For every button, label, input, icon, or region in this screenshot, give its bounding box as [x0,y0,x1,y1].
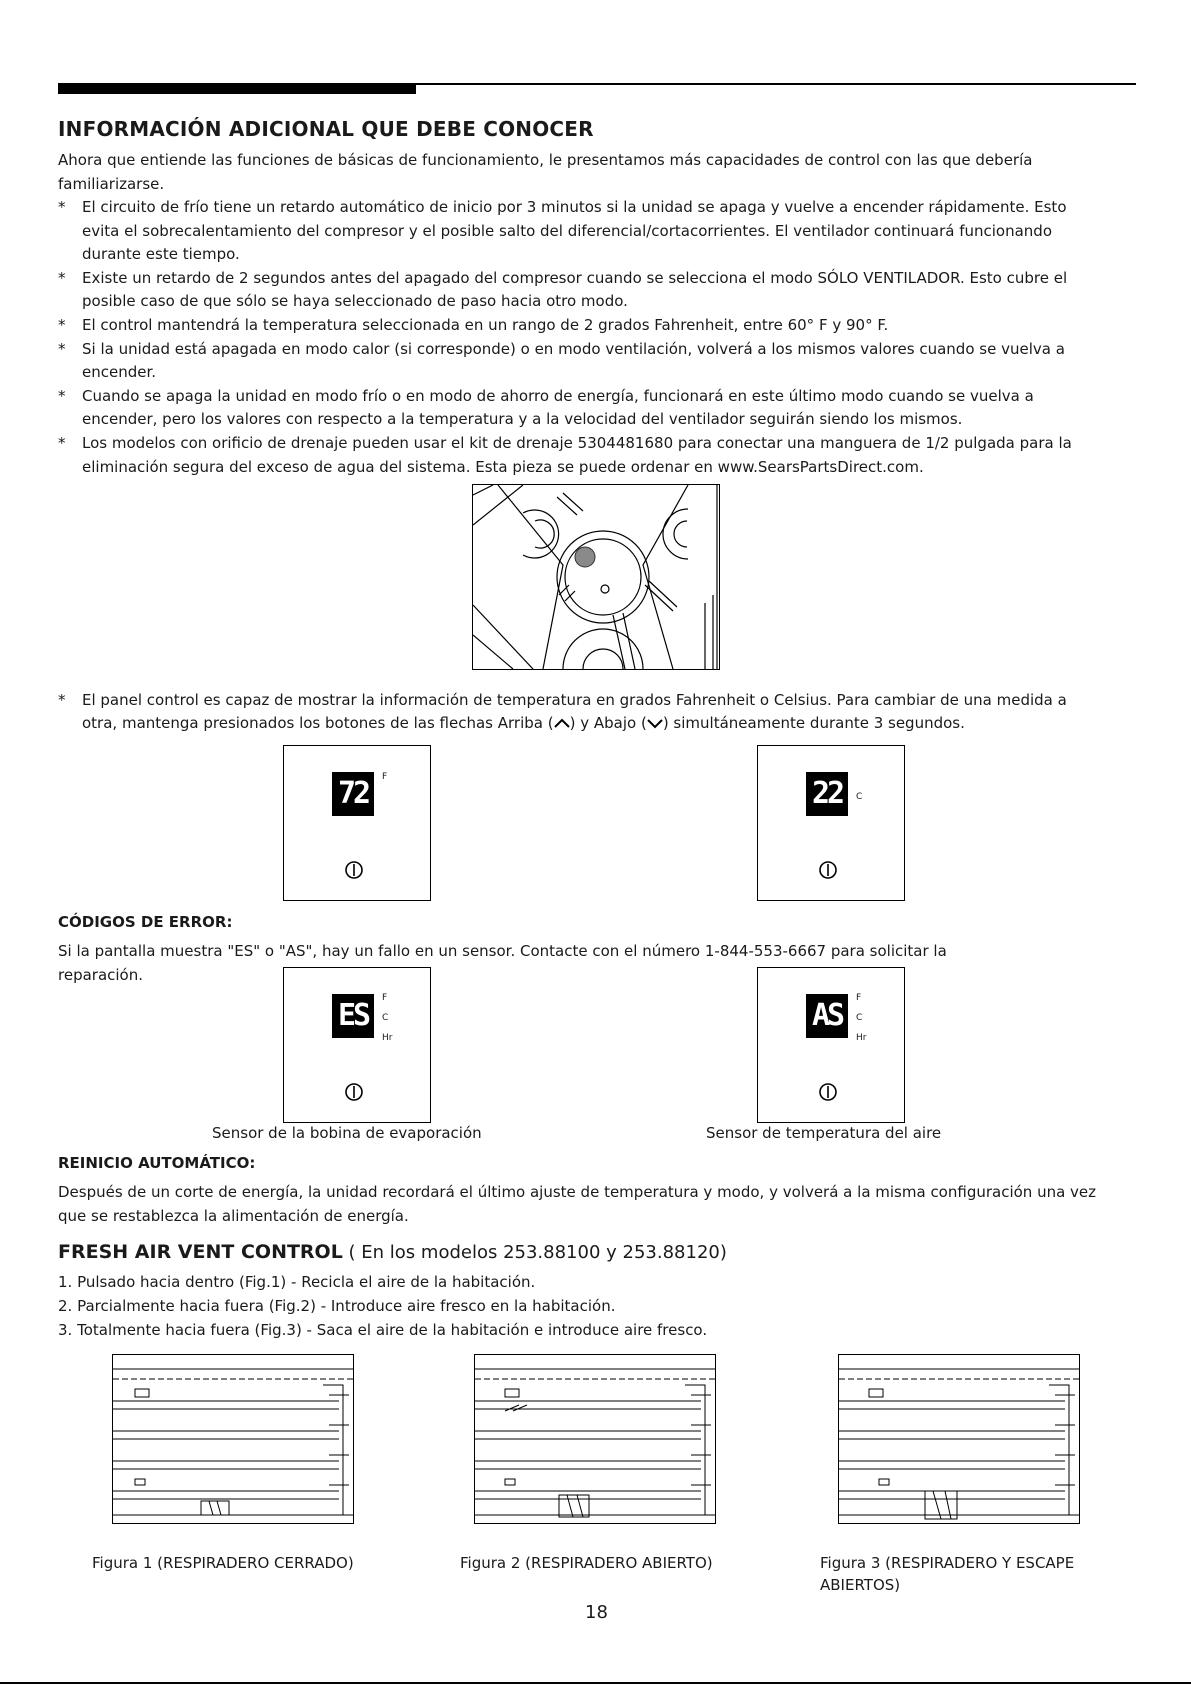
display-panel-error-as [757,967,905,1123]
footer-rule [0,1682,1191,1684]
display-panel-celsius [757,745,905,901]
drain-hole-drawing [473,485,719,669]
list-item: 1. Pulsado hacia dentro (Fig.1) - Recicla el aire de la habitación. [58,1273,536,1291]
power-icon [818,1082,838,1102]
vent-figure-2 [474,1354,716,1524]
page-number: 18 [585,1602,608,1623]
error-codes-heading: CÓDIGOS DE ERROR: [58,913,233,931]
info-bullet-list [58,196,1098,479]
down-arrow-icon [647,717,663,729]
power-icon [818,860,838,880]
list-item: * El control mantendrá la temperatura seleccionada en un rango de 2 grados Fahrenheit, entre 60° F y 90° F. [58,315,889,334]
header-rule-thick [58,84,416,94]
list-item: * Si la unidad está apagada en modo calor (si corresponde) o en modo ventilación, volverá a los mismos valores cuando se vuelva a encender. [58,339,1065,382]
list-item: * Cuando se apaga la unidad en modo frío o en modo de ahorro de energía, funcionará en este último modo cuando se vuelva a encender, pero los valores con respecto a la temperatura y a la velocidad del ventilador seguirán siendo los mismos. [58,386,1034,429]
up-arrow-icon [554,717,570,729]
vent-figure-3 [838,1354,1080,1524]
auto-restart-text: Después de un corte de energía, la unidad recordará el último ajuste de temperatura y modo, y volverá a la misma configuración una vez que se restablezca la alimentación de energía. [58,1183,1097,1225]
unit-label: C [856,1013,863,1023]
figure-1-caption: Figura 1 (RESPIRADERO CERRADO) [92,1554,354,1572]
list-item: * Los modelos con orificio de drenaje pueden usar el kit de drenaje 5304481680 para conectar una manguera de 1/2 pulgada para la eliminación segura del exceso de agua del sistema. Esta pieza se puede ordenar en www.SearsPartsDirect.com. [58,433,1072,476]
unit-label: F [856,993,862,1003]
vent-open-drawing [475,1355,715,1523]
section-heading: INFORMACIÓN ADICIONAL QUE DEBE CONOCER [58,117,594,141]
air-sensor-caption: Sensor de temperatura del aire [706,1124,942,1142]
vent-and-exhaust-open-drawing [839,1355,1079,1523]
display-panel-fahrenheit [283,745,431,901]
temperature-display: 22 [806,772,848,816]
vent-closed-drawing [113,1355,353,1523]
list-item: * El circuito de frío tiene un retardo automático de inicio por 3 minutos si la unidad se apaga y vuelve a encender rápidamente. Esto evita el sobrecalentamiento del compresor y el posible salto del diferencial/cortacorrientes. El ventilador continuará funcionando durante este tiempo. [58,198,1067,264]
list-item: 2. Parcialmente hacia fuera (Fig.2) - Introduce aire fresco en la habitación. [58,1297,616,1315]
error-code-display: AS [806,994,848,1038]
unit-label: F [382,993,388,1003]
drain-hole-illustration [472,484,720,670]
temperature-display: 72 [332,772,374,816]
unit-label: F [382,772,388,782]
list-item: * Existe un retardo de 2 segundos antes del apagado del compresor cuando se selecciona el modo SÓLO VENTILADOR. Esto cubre el posible caso de que sólo se haya seleccionado de paso hacia otro modo. [58,268,1068,311]
unit-label: Hr [382,1033,393,1043]
list-item: 3. Totalmente hacia fuera (Fig.3) - Saca el aire de la habitación e introduce aire fresco. [58,1321,708,1339]
power-icon [344,1082,364,1102]
unit-toggle-bullet: * El panel control es capaz de mostrar la información de temperatura en grados Fahrenheit o Celsius. Para cambiar de una medida a otra, mantenga presionados los botones de las flechas Arriba ( ) y Abajo ( ) simultáneamente durante 3 segundos. [58,691,1067,732]
vent-figure-1 [112,1354,354,1524]
fresh-air-title: FRESH AIR VENT CONTROL ( En los modelos 253.88100 y 253.88120) [58,1241,727,1263]
unit-label: C [382,1013,389,1023]
power-icon [344,860,364,880]
fresh-air-steps [58,1270,707,1342]
auto-restart-heading: REINICIO AUTOMÁTICO: [58,1154,256,1172]
unit-label: C [856,792,863,802]
error-code-display: ES [332,994,374,1038]
figure-2-caption: Figura 2 (RESPIRADERO ABIERTO) [460,1554,713,1572]
display-panel-error-es [283,967,431,1123]
error-codes-text: Si la pantalla muestra "ES" o "AS", hay un fallo en un sensor. Contacte con el número 1-844-553-6667 para solicitar la reparación. [58,942,947,984]
unit-label: Hr [856,1033,867,1043]
intro-paragraph: Ahora que entiende las funciones de básicas de funcionamiento, le presentamos más capacidades de control con las que debería familiarizarse. [58,151,1033,193]
figure-3-caption: Figura 3 (RESPIRADERO Y ESCAPE ABIERTOS) [820,1554,1075,1594]
evaporator-sensor-caption: Sensor de la bobina de evaporación [212,1124,482,1142]
